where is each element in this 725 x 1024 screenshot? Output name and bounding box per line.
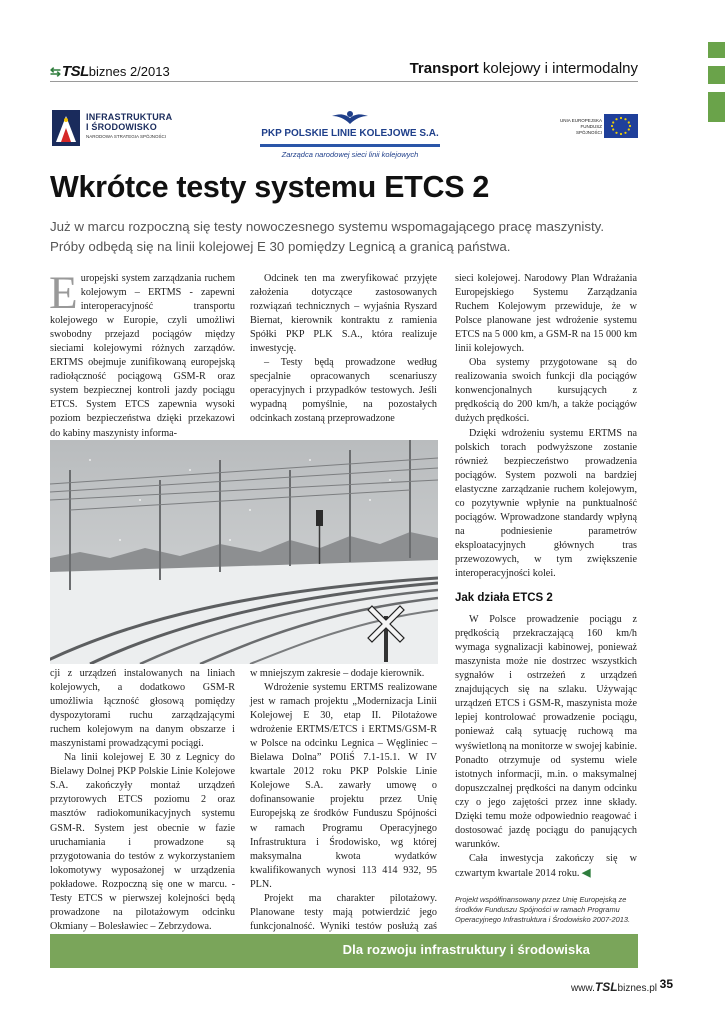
eu-flag-icon <box>604 114 638 138</box>
col2b-paragraph-1: w mniejszym zakresie – dodaje kierownik. <box>250 668 425 679</box>
col1b-paragraph-1: cji z urządzeń instalowanych na liniach kolejowych, a dodatkowo GSM-R umożliwia łączność głosową pomiędzy dyspozytorami ruchu zarządzającymi ruchem kolejowym na danym obszarze i maszynistami prowadzącymi pociągi. <box>50 668 235 750</box>
article-title: Wkrótce testy systemu ETCS 2 <box>50 170 490 204</box>
eu-text-line2: FUNDUSZ SPÓJNOŚCI <box>575 124 602 135</box>
edge-tab-3 <box>708 92 725 122</box>
column-1-top <box>49 267 235 441</box>
drop-cap: E <box>49 267 78 319</box>
snowy-railway-image <box>50 440 438 664</box>
subheading: Jak działa ETCS 2 <box>455 592 553 605</box>
col2b-paragraph-3: Projekt ma charakter pilotażowy. Planowane testy mają potwierdzić jego funkcjonalność. Wyniki testów posłużą zaś <box>250 892 437 932</box>
col3-paragraph-1: sieci kolejowej. Narodowy Plan Wdrażania Europejskiego Systemu Zarządzania Ruchem Kolejowym przewiduje, że w Polsce planowane jest wdrożenie systemu ETCS na 5 000 km, a GSM-R na 15 000 km linii kolejowych. <box>455 273 637 355</box>
funding-note: Projekt współfinansowany przez Unię Europejską ze środków Funduszu Spójności w ramach Programu Operacyjnego Infrastruktura i Środowisko 2007-2013. <box>455 894 631 924</box>
col3-paragraph-5-text: Cała inwestycja zakończy się w czwartym kwartale 2014 roku. <box>455 852 637 879</box>
magazine-brand <box>50 63 170 80</box>
infrastruktura-line1: INFRASTRUKTURA <box>86 112 173 122</box>
railway-photo <box>50 440 438 664</box>
pkp-title: PKP POLSKIE LINIE KOLEJOWE S.A. <box>261 128 439 139</box>
footer-url <box>571 980 657 994</box>
pkp-plk-logo <box>260 108 440 164</box>
page-header <box>50 60 638 82</box>
banner-text: Dla rozwoju infrastruktury i środowiska <box>342 942 590 957</box>
edge-tab-1 <box>708 42 725 58</box>
section-title-bold: Transport <box>409 60 479 77</box>
col1-paragraph-1: uropejski system zarządzania ruchem kolejowym – ERTMS - zapewni interoperacyjność transportu kolejowego w Europie, czyli umożliwi swobodny przejazd pociągów między sieciami kolejowymi różnych zarządów. ERTMS obejmuje zunifikowaną europejską radiołączność pociągową GSM-R oraz system bezpiecznej kontroli jazdy pociągu ETCS. System ETCS zapewnia wysoki poziom bezpieczeństwa dzięki przekazowi do kabiny maszynisty informa- <box>50 273 235 439</box>
end-mark-icon: ◀ <box>582 866 591 879</box>
sponsor-logos <box>52 108 642 170</box>
col2b-paragraph-2: Wdrożenie systemu ERTMS realizowane jest w ramach projektu „Modernizacja Linii Kolejowej E 30, etap II. Pilotażowe wdrożenie ERTMS/ETCS i ERTMS/GSM-R w Polsce na odcinku Legnica – Węgliniec – Bielawa Dolna” POIiŚ 7.1-15.1. W IV kwartale 2012 roku PKP Polskie Linie Kolejowe S.A. zawarły umowę o dofinansowanie projektu przez Unię Europejską ze środków Funduszu Spójności w ramach Programu Operacyjnego Infrastruktura i Środowisko, wg której maksymalna kwota wydatków kwalifikowanych wynosi 113 414 932, 95 PLN. <box>250 682 437 890</box>
infrastruktura-line2: I ŚRODOWISKO <box>86 122 157 132</box>
infrastruktura-logo <box>52 110 212 150</box>
col3-paragraph-2: Oba systemy przygotowane są do realizowania swoich funkcji dla pociągów konwencjonalnych kursujących z prędkością do 200 km/h, a także pociągów dużych prędkości. <box>455 357 637 425</box>
section-title <box>410 60 638 77</box>
col2-paragraph-1: Odcinek ten ma zweryfikować przyjęte założenia dotyczące zastosowanych rozwiązań technicznych – wyjaśnia Ryszard Biernat, kierownik kontraktu z ramienia Spółki PKP PLK S.A., która realizuje inwestycję. <box>250 273 437 355</box>
brand-issue: biznes 2/2013 <box>88 64 170 79</box>
edge-tab-2 <box>708 66 725 84</box>
article-lead: Już w marcu rozpoczną się testy nowoczesnego systemu wspomagającego pracę maszynisty. Próby odbędą się na linii kolejowej E 30 pomiędzy Legnicą a granicą państwa. <box>50 219 605 254</box>
eu-text-line1: UNIA EUROPEJSKA <box>560 118 603 123</box>
eu-logo <box>560 114 638 140</box>
column-1-bottom <box>50 667 235 934</box>
pkp-divider <box>260 144 440 147</box>
brand-arrow-icon: ⇆ <box>50 64 61 79</box>
column-2-top <box>250 272 437 427</box>
eu-text <box>560 118 602 136</box>
bottom-banner <box>50 934 638 968</box>
column-3 <box>455 272 637 925</box>
section-title-rest: kolejowy i intermodalny <box>482 60 638 77</box>
infrastruktura-mark-icon <box>52 110 80 146</box>
col3-paragraph-3: Dzięki wdrożeniu systemu ERTMS na polskich torach podwyższone zostanie również bezpieczeństwo prowadzenia pociągów. System pozwoli na bardziej elastyczne zarządzanie ruchem kolejowym, co pozytywnie wpłynie na punktualność pociągów. Wprowadzone standardy wpłyną na podniesienie parametrów eksploatacyjnych głównych tras przewozowych, w tym zwiększenie interoperacyjności kolei. <box>455 427 637 579</box>
col3-paragraph-4: W Polsce prowadzenie pociągu z prędkością przekraczającą 160 km/h wymaga sygnalizacji kabinowej, ponieważ maszynista może nie dostrzec wszystkich sygnałów i ostrzeżeń z urządzeń znajdujących się na szlaku. Używając urządzeń ETCS i GSM-R, maszynista może lepiej kontrolować prowadzenie pociągu, ponieważ całą sytuację ruchową ma wyświetloną na monitorze w swojej kabinie. Ponadto otrzymuje od systemu wiele istotnych informacji, m.in. o maksymalnej dopuszczalnej prędkości na danym odcinku czy o jego zajętości przez inne składy. Dzięki temu może odpowiednio reagować i dostosować jazdę pociągu do panujących warunków. <box>455 614 637 850</box>
footer-url-tsl: TSL <box>594 980 618 994</box>
page-number: 35 <box>659 977 673 991</box>
column-2-bottom <box>250 667 437 962</box>
col1b-paragraph-2: Na linii kolejowej E 30 z Legnicy do Bielawy Dolnej PKP Polskie Linie Kolejowe S.A. zakończyły montaż urządzeń przytorowych ETCS poziomu 2 oraz masztów radiokomunikacyjnych systemu GSM-R. System jest obecnie w fazie uruchamiania i prowadzone są przygotowania do testów z wykorzystaniem lokomotywy wyposażonej w urządzenia pokładowe. Rozpoczną się one w marcu. - Testy ETCS w pierwszej kolejności będą prowadzone na pilotażowym odcinku Okmiany – Bolesławiec – Zebrzydowa. <box>50 752 235 932</box>
pkp-wings-icon <box>332 108 368 126</box>
col3-paragraph-5 <box>455 852 637 881</box>
footer-url-rest: biznes.pl <box>617 983 657 994</box>
pkp-subtitle: Zarządca narodowej sieci linii kolejowych <box>281 150 419 159</box>
footer-url-prefix: www. <box>570 983 595 994</box>
infrastruktura-sub: NARODOWA STRATEGIA SPÓJNOŚCI <box>86 134 167 139</box>
infrastruktura-title <box>86 112 172 132</box>
brand-tsl: TSL <box>61 63 89 80</box>
col2-paragraph-2: – Testy będą prowadzone według specjalnie opracowanych scenariuszy operacyjnych i przypadków testowych. Jeśli wypadną pomyślnie, na pozostałych odcinkach zostaną przeprowadzone <box>250 357 437 425</box>
